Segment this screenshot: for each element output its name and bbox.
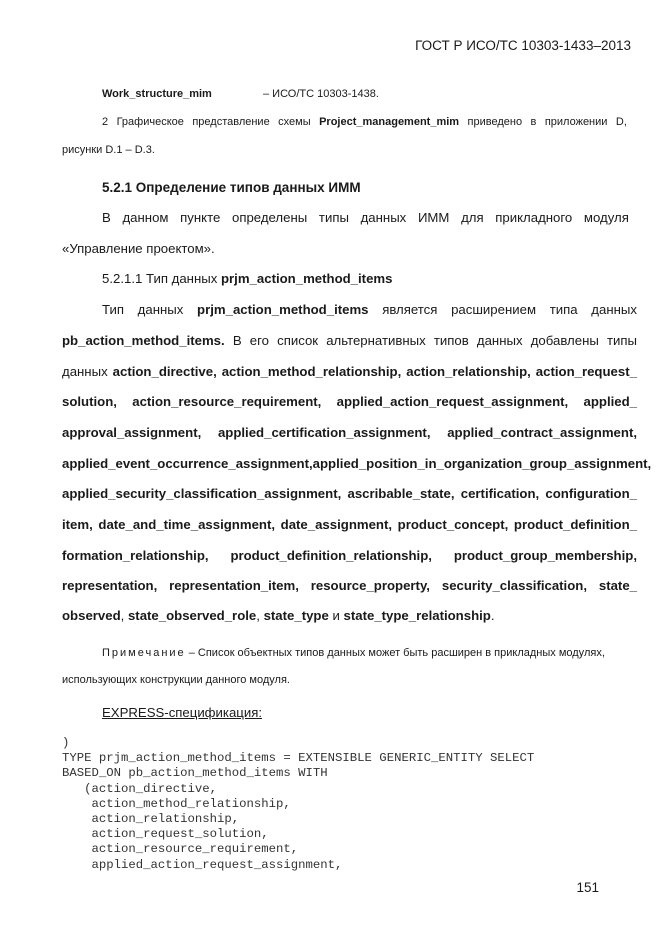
word: applied_action_request_assignment, <box>336 394 569 409</box>
word: solution, <box>62 394 117 409</box>
code-line: action_relationship, <box>62 812 240 826</box>
word: action_relationship, <box>406 364 531 379</box>
word: прикладного <box>495 210 573 225</box>
code-line: (action_directive, <box>62 781 217 796</box>
body-last-line <box>62 608 495 623</box>
note-label: Примечание <box>102 647 186 659</box>
word: данных <box>360 210 407 225</box>
word: date_and_time_assignment, <box>98 517 276 532</box>
word: добавлены <box>530 333 599 348</box>
word: В <box>232 333 242 348</box>
word: applied_security_classification_assignment, <box>62 486 342 501</box>
code-line: TYPE prjm_action_method_items = EXTENSIBLE GENERIC_ENTITY SELECT <box>62 751 535 766</box>
word: Тип <box>102 302 124 317</box>
page-number: 151 <box>576 880 599 895</box>
word: данных <box>476 333 523 348</box>
word: D, <box>615 116 627 128</box>
separator: , <box>120 608 128 623</box>
subsection-heading <box>102 271 392 286</box>
word: приведено <box>467 116 523 128</box>
word: product_group_membership, <box>453 548 637 563</box>
code-line: action_request_solution, <box>62 827 269 842</box>
note-line2: использующих конструкции данного модуля. <box>62 674 290 686</box>
word: модуля <box>583 210 629 225</box>
word: ascribable_state, <box>347 486 455 501</box>
word: state_ <box>598 578 637 593</box>
word: security_classification, <box>441 578 587 593</box>
body-line <box>62 333 637 348</box>
word: prjm_action_method_items <box>197 302 369 317</box>
word: В <box>102 210 111 225</box>
word: Графическое <box>116 116 184 128</box>
type-name: state_type <box>263 608 329 623</box>
separator: , <box>256 608 264 623</box>
word: certification, <box>460 486 540 501</box>
word: product_concept, <box>397 517 509 532</box>
word: схемы <box>278 116 311 128</box>
word: Project_management_mim <box>319 116 460 128</box>
word: типов <box>433 333 469 348</box>
code-line: BASED_ON pb_action_method_items WITH <box>62 766 328 781</box>
type-name: observed <box>62 608 121 623</box>
word: applied_event_occurrence_assignment, <box>62 456 313 471</box>
word: representation_item, <box>169 578 299 593</box>
code-line: applied_action_request_assignment, <box>62 857 343 872</box>
body-line <box>62 548 637 563</box>
word: ИММ <box>417 210 450 225</box>
separator: и <box>328 608 344 623</box>
body-line <box>62 517 637 532</box>
word: приложении <box>544 116 608 128</box>
word: action_directive, <box>112 364 217 379</box>
word: список <box>277 333 319 348</box>
section-heading: 5.2.1 Определение типов данных ИММ <box>102 180 361 195</box>
code-line: action_method_relationship, <box>62 796 291 811</box>
word: определены <box>231 210 308 225</box>
ref-value: – ИСО/ТС 10303-1438. <box>263 88 379 100</box>
word: date_assignment, <box>280 517 393 532</box>
body-line <box>102 302 637 317</box>
document-header: ГОСТ Р ИСО/ТС 10303-1433–2013 <box>415 38 631 53</box>
para2-line1 <box>102 116 627 128</box>
body-line <box>62 394 637 409</box>
word: данных <box>137 302 184 317</box>
separator: . <box>490 608 495 623</box>
word: альтернативных <box>326 333 426 348</box>
word: applied_certification_assignment, <box>217 425 431 440</box>
word: данных <box>591 302 637 317</box>
word: данных <box>62 364 108 379</box>
word: типа <box>549 302 578 317</box>
word: applied_position_in_organization_group_assignment, <box>312 456 652 471</box>
body-line <box>62 578 637 593</box>
word: представление <box>192 116 270 128</box>
subsection-heading-type: prjm_action_method_items <box>220 271 393 286</box>
section-text-line2: «Управление проектом». <box>62 241 215 256</box>
word: action_resource_requirement, <box>132 394 322 409</box>
body-line <box>62 486 637 501</box>
code-line: ) <box>62 736 70 750</box>
word: resource_property, <box>310 578 430 593</box>
word: formation_relationship, <box>62 548 209 563</box>
note-text: – Список объектных типов данных может быть расширен в прикладных модулях, <box>185 647 605 659</box>
word: типы <box>318 210 349 225</box>
word: applied_contract_assignment, <box>447 425 637 440</box>
word: approval_assignment, <box>62 425 202 440</box>
para2-line2: рисунки D.1 – D.3. <box>62 144 155 156</box>
word: его <box>249 333 269 348</box>
code-line: action_resource_requirement, <box>62 842 299 857</box>
word: product_definition_ <box>513 517 637 532</box>
word: product_definition_relationship, <box>230 548 432 563</box>
express-spec-label: EXPRESS-спецификация: <box>102 705 263 720</box>
word: данном <box>122 210 169 225</box>
type-name: state_type_relationship <box>343 608 491 623</box>
word: является <box>382 302 438 317</box>
type-name: state_observed_role <box>127 608 257 623</box>
body-line <box>62 425 637 440</box>
word: типы <box>606 333 637 348</box>
section-text-line1 <box>102 210 629 225</box>
word: action_method_relationship, <box>221 364 402 379</box>
word: расширением <box>451 302 537 317</box>
word: item, <box>62 517 93 532</box>
word: representation, <box>62 578 158 593</box>
ref-term: Work_structure_mim <box>102 88 212 100</box>
word: в <box>530 116 537 128</box>
word: applied_ <box>583 394 637 409</box>
note-line1 <box>102 647 605 659</box>
subsection-heading-plain: 5.2.1.1 Тип данных <box>102 271 221 286</box>
body-line <box>62 456 652 471</box>
word: для <box>461 210 484 225</box>
word: пункте <box>180 210 221 225</box>
word: configuration_ <box>545 486 637 501</box>
word: action_request_ <box>535 364 637 379</box>
body-line <box>62 364 637 379</box>
word: 2 <box>102 116 109 128</box>
word: pb_action_method_items. <box>62 333 225 348</box>
